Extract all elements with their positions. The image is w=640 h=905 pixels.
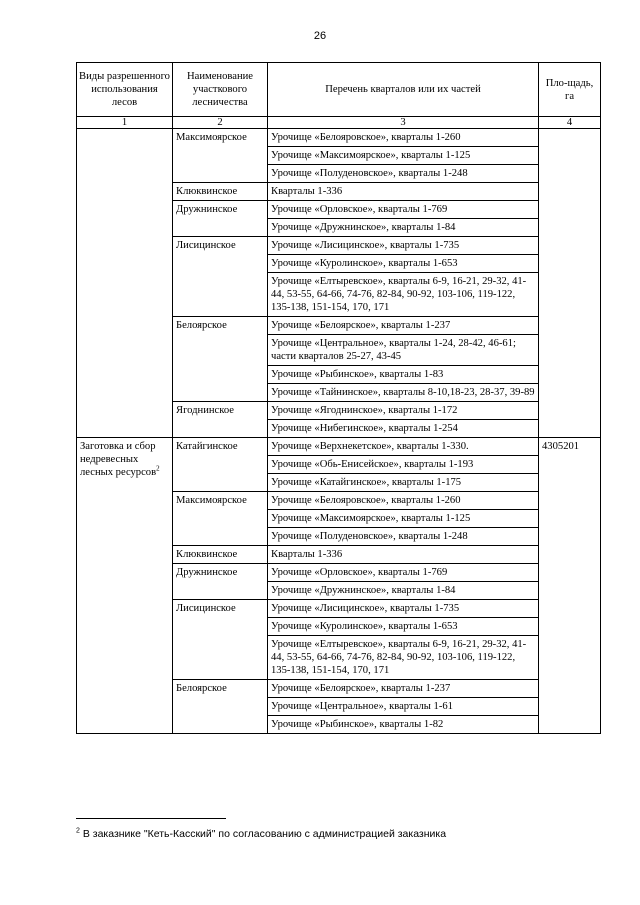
forestry-name: Клюквинское [173, 546, 268, 564]
quarters-item: Урочище «Рыбинское», кварталы 1-82 [268, 716, 539, 734]
header-quarters-list: Перечень кварталов или их частей [268, 63, 539, 117]
quarters-item: Урочище «Куролинское», кварталы 1-653 [268, 618, 539, 636]
quarters-item: Урочище «Верхнекетское», кварталы 1-330. [268, 438, 539, 456]
quarters-item: Урочище «Куролинское», кварталы 1-653 [268, 255, 539, 273]
forestry-name: Максимоярское [173, 492, 268, 546]
quarters-item: Урочище «Рыбинское», кварталы 1-83 [268, 366, 539, 384]
quarters-item: Урочище «Орловское», кварталы 1-769 [268, 201, 539, 219]
quarters-item: Урочище «Нибегинское», кварталы 1-254 [268, 420, 539, 438]
area-cell: 4305201 [539, 438, 601, 734]
forestry-name: Белоярское [173, 317, 268, 402]
quarters-item: Кварталы 1-336 [268, 183, 539, 201]
quarters-item: Урочище «Елтыревское», кварталы 6-9, 16-21, 29-32, 41-44, 53-55, 64-66, 74-76, 82-84, 90-92, 103-106, 119-122, 135-138, 151-154, 170, 171 [268, 636, 539, 680]
quarters-item: Урочище «Дружнинское», кварталы 1-84 [268, 219, 539, 237]
quarters-item: Урочище «Полуденовское», кварталы 1-248 [268, 528, 539, 546]
forest-use-table [76, 62, 601, 734]
footnote-text: В заказнике "Кеть-Касский" по согласованию с администрацией заказника [82, 828, 447, 840]
forestry-name: Ягоднинское [173, 402, 268, 438]
quarters-item: Урочище «Обь-Енисейское», кварталы 1-193 [268, 456, 539, 474]
quarters-item: Урочище «Лисицинское», кварталы 1-735 [268, 237, 539, 255]
footnote-mark: 2 [76, 827, 80, 835]
forestry-name: Белоярское [173, 680, 268, 734]
forestry-name: Максимоярское [173, 129, 268, 183]
header-forestry-name: Наименование участкового лесничества [173, 63, 268, 117]
quarters-item: Урочище «Полуденовское», кварталы 1-248 [268, 165, 539, 183]
col-number: 3 [268, 117, 539, 129]
quarters-item: Кварталы 1-336 [268, 546, 539, 564]
quarters-item: Урочище «Белояровское», кварталы 1-260 [268, 492, 539, 510]
quarters-item: Урочище «Орловское», кварталы 1-769 [268, 564, 539, 582]
quarters-item: Урочище «Центральное», кварталы 1-24, 28-42, 46-61; части кварталов 25-27, 43-45 [268, 335, 539, 366]
quarters-item: Урочище «Максимоярское», кварталы 1-125 [268, 147, 539, 165]
forestry-name: Дружнинское [173, 564, 268, 600]
col-number: 1 [77, 117, 173, 129]
column-numbers-row [77, 117, 601, 129]
forestry-name: Дружнинское [173, 201, 268, 237]
forestry-name: Лисицинское [173, 237, 268, 317]
area-cell [539, 129, 601, 438]
forestry-name: Клюквинское [173, 183, 268, 201]
quarters-item: Урочище «Дружнинское», кварталы 1-84 [268, 582, 539, 600]
quarters-item: Урочище «Белоярское», кварталы 1-237 [268, 680, 539, 698]
quarters-item: Урочище «Белояровское», кварталы 1-260 [268, 129, 539, 147]
col-number: 2 [173, 117, 268, 129]
quarters-item: Урочище «Тайнинское», кварталы 8-10,18-23, 28-37, 39-89 [268, 384, 539, 402]
quarters-item: Урочище «Елтыревское», кварталы 6-9, 16-21, 29-32, 41-44, 53-55, 64-66, 74-76, 82-84, 90-92, 103-106, 119-122, 135-138, 151-154, 170, 171 [268, 273, 539, 317]
footnote-ref: 2 [156, 464, 160, 473]
forestry-name: Катайгинское [173, 438, 268, 492]
quarters-item: Урочище «Лисицинское», кварталы 1-735 [268, 600, 539, 618]
col-number: 4 [539, 117, 601, 129]
quarters-item: Урочище «Ягоднинское», кварталы 1-172 [268, 402, 539, 420]
table-row [77, 129, 601, 147]
quarters-item: Урочище «Максимоярское», кварталы 1-125 [268, 510, 539, 528]
header-area: Пло-щадь, га [539, 63, 601, 117]
forestry-name: Лисицинское [173, 600, 268, 680]
table-body [77, 129, 601, 734]
quarters-item: Урочище «Катайгинское», кварталы 1-175 [268, 474, 539, 492]
quarters-item: Урочище «Центральное», кварталы 1-61 [268, 698, 539, 716]
use-type-cell [77, 438, 173, 734]
table-row [77, 438, 601, 456]
header-use-types: Виды разрешенного использования лесов [77, 63, 173, 117]
table-header-row [77, 63, 601, 117]
footnote [76, 828, 446, 840]
footnote-separator [76, 818, 226, 819]
use-type-cell [77, 129, 173, 438]
quarters-item: Урочище «Белоярское», кварталы 1-237 [268, 317, 539, 335]
page-number: 26 [313, 30, 327, 42]
use-type-label: Заготовка и сбор недревесных лесных ресурсов [80, 441, 157, 478]
